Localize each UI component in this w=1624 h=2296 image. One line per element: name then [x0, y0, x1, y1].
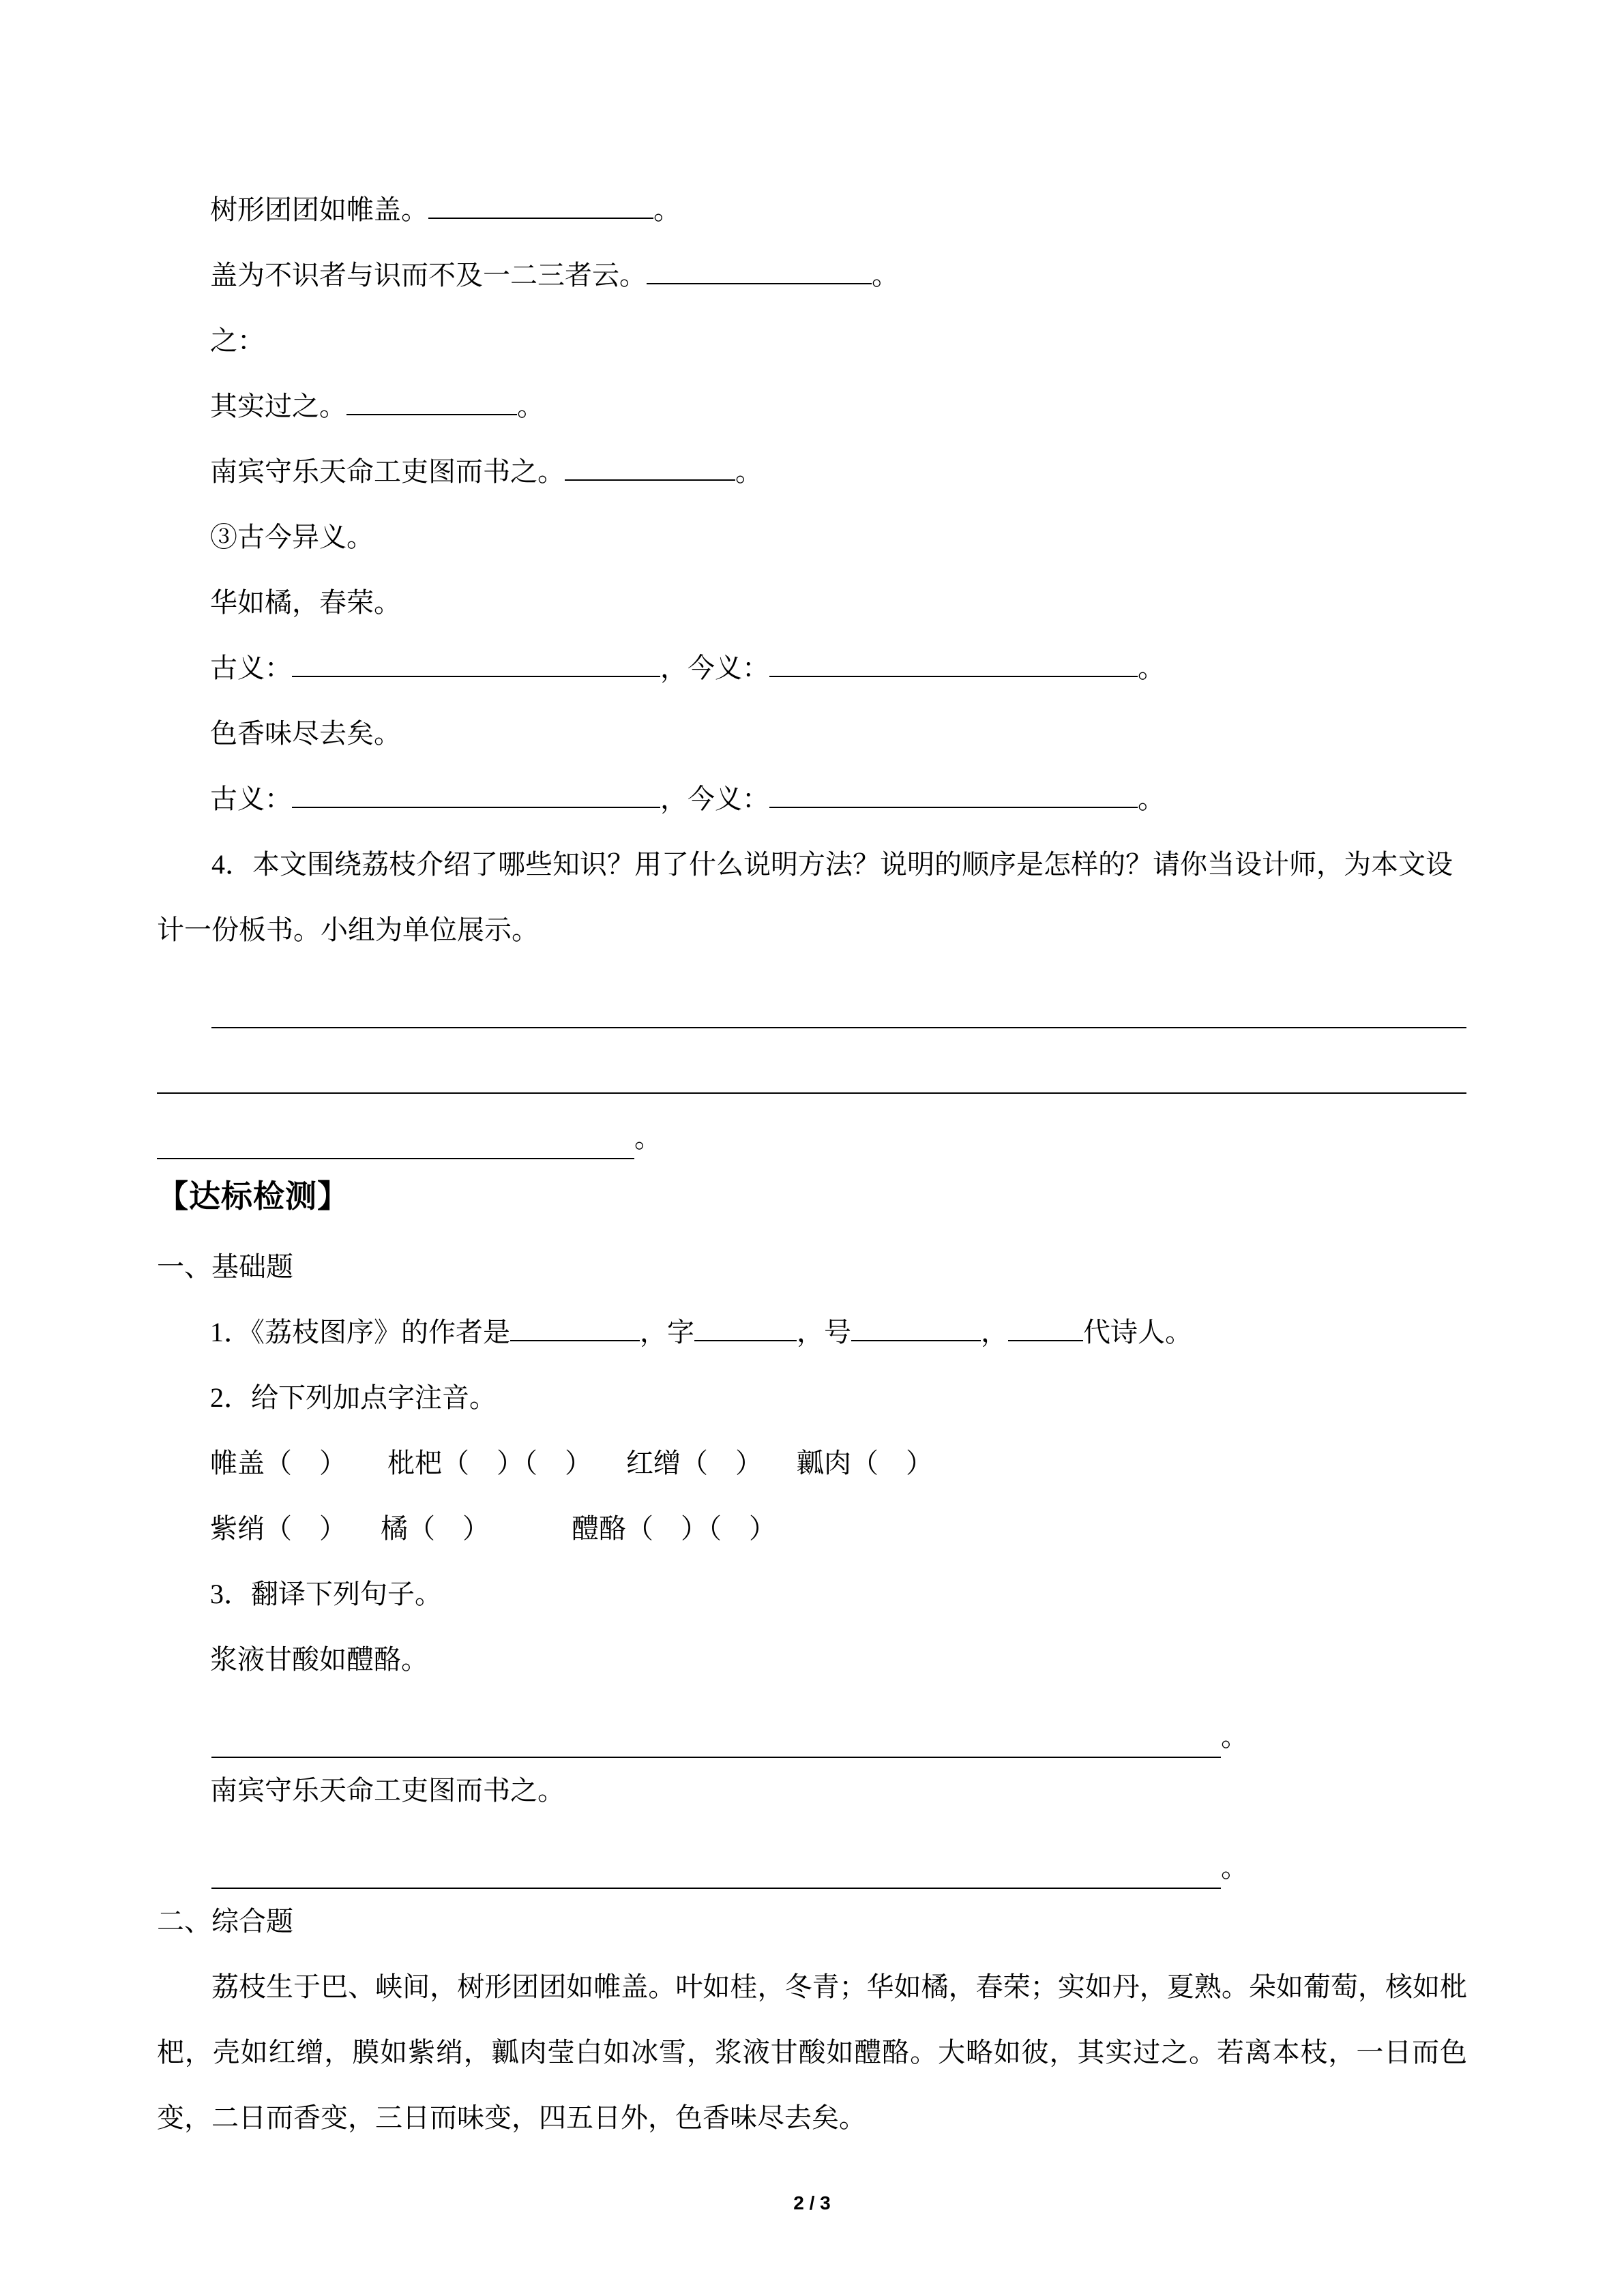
ancient-meaning-label: 古义：: [210, 784, 292, 814]
fill-blank[interactable]: [346, 387, 517, 415]
line-5-tail: 。: [735, 456, 763, 487]
question-2-title: 2．给下列加点字注音。: [210, 1382, 497, 1413]
answer-rule-1[interactable]: [157, 963, 1467, 1028]
section-1-title: 一、基础题: [157, 1251, 293, 1282]
line-2-text: 盖为不识者与识而不及一二三者云。: [210, 260, 647, 290]
modern-meaning-blank[interactable]: [769, 648, 1138, 677]
question-2-row-2[interactable]: 紫绡（ ） 橘（ ） 醴酪（ ）（ ）: [210, 1513, 776, 1544]
answer-rule-3[interactable]: [157, 1094, 1467, 1159]
ancient-meaning-blank[interactable]: [292, 779, 660, 808]
question-4: 4．本文围绕荔枝介绍了哪些知识？用了什么说明方法？说明的顺序是怎样的？请你当设计师，为本文设计一份板书。小组为单位展示。: [157, 849, 1453, 945]
line-7-text: 华如橘，春荣。: [210, 587, 401, 618]
fill-blank[interactable]: [428, 190, 653, 219]
q1-mid2: ，号: [797, 1317, 851, 1347]
q1-blank-dynasty[interactable]: [1008, 1313, 1083, 1341]
answer-rule-2[interactable]: [157, 1028, 1467, 1094]
text-line-4: [157, 374, 1467, 439]
q1-prefix: 1．《荔枝图序》的作者是: [210, 1317, 510, 1347]
q1-blank-author[interactable]: [510, 1313, 640, 1341]
reading-passage: 荔枝生于巴、峡间，树形团团如帷盖。叶如桂，冬青；华如橘，春荣；实如丹，夏熟。朵如葡萄，核如枇杷，壳如红缯，膜如紫绡，瓤肉莹白如冰雪，浆液甘酸如醴酪。大略如彼，其实过之。若离本枝，一日而色变，二日而香变，三日而味变，四五日外，色香味尽去矣。: [157, 1971, 1467, 2133]
question-3-sentence-1: 浆液甘酸如醴酪。: [210, 1644, 428, 1675]
text-line-1: [157, 177, 1467, 243]
modern-meaning-label: ，今义：: [660, 653, 769, 683]
gloss-row-1-tail: 。: [1138, 653, 1165, 683]
line-5-text: 南宾守乐天命工吏图而书之。: [210, 456, 565, 487]
question-1: [157, 1300, 1467, 1365]
ancient-meaning-blank[interactable]: [292, 648, 660, 677]
translate-rule-1[interactable]: [157, 1693, 1467, 1758]
line-3-text: 之：: [210, 325, 265, 356]
q1-mid1: ，字: [640, 1317, 694, 1347]
translate-rule-2-tail: 。: [1221, 1852, 1248, 1883]
q1-blank-alias[interactable]: [851, 1313, 981, 1341]
q1-blank-courtesy[interactable]: [694, 1313, 797, 1341]
text-line-2: [157, 243, 1467, 308]
line-6-text: ③古今异义。: [210, 522, 374, 552]
gloss-sentence: [157, 701, 1467, 766]
line-1-tail: 。: [653, 194, 681, 225]
text-line-5: [157, 439, 1467, 505]
gloss-sentence-text: 色香味尽去矣。: [210, 718, 401, 749]
translate-rule-1-tail: 。: [1221, 1721, 1248, 1752]
line-4-text: 其实过之。: [210, 391, 346, 421]
gloss-row-2: [157, 766, 1467, 832]
text-line-6: [157, 505, 1467, 570]
line-1-text: 树形团团如帷盖。: [210, 194, 428, 225]
question-2-row-1[interactable]: 帷盖（ ） 枇杷（ ）（ ） 红缯（ ） 瓤肉（ ）: [210, 1448, 933, 1478]
ancient-meaning-label: 古义：: [210, 653, 292, 683]
test-heading: 【达标检测】: [157, 1179, 349, 1214]
line-4-tail: 。: [517, 391, 544, 421]
answer-rule-3-tail: 。: [634, 1122, 662, 1153]
text-line-7: [157, 570, 1467, 636]
q1-suffix: 代诗人。: [1083, 1317, 1192, 1347]
line-2-tail: 。: [872, 260, 899, 290]
fill-blank[interactable]: [647, 256, 872, 284]
question-3-title: 3．翻译下列句子。: [210, 1579, 442, 1609]
question-3-sentence-2: 南宾守乐天命工吏图而书之。: [210, 1775, 565, 1806]
modern-meaning-blank[interactable]: [769, 779, 1138, 808]
gloss-row-2-tail: 。: [1138, 784, 1165, 814]
fill-blank[interactable]: [565, 452, 735, 481]
page-number: 2 / 3: [793, 2192, 831, 2213]
gloss-row-1: [157, 636, 1467, 701]
modern-meaning-label: ，今义：: [660, 784, 769, 814]
section-2-title: 二、综合题: [157, 1906, 293, 1937]
translate-rule-2[interactable]: [157, 1823, 1467, 1889]
text-line-3: [157, 308, 1467, 374]
q1-mid3: ，: [981, 1317, 1008, 1347]
